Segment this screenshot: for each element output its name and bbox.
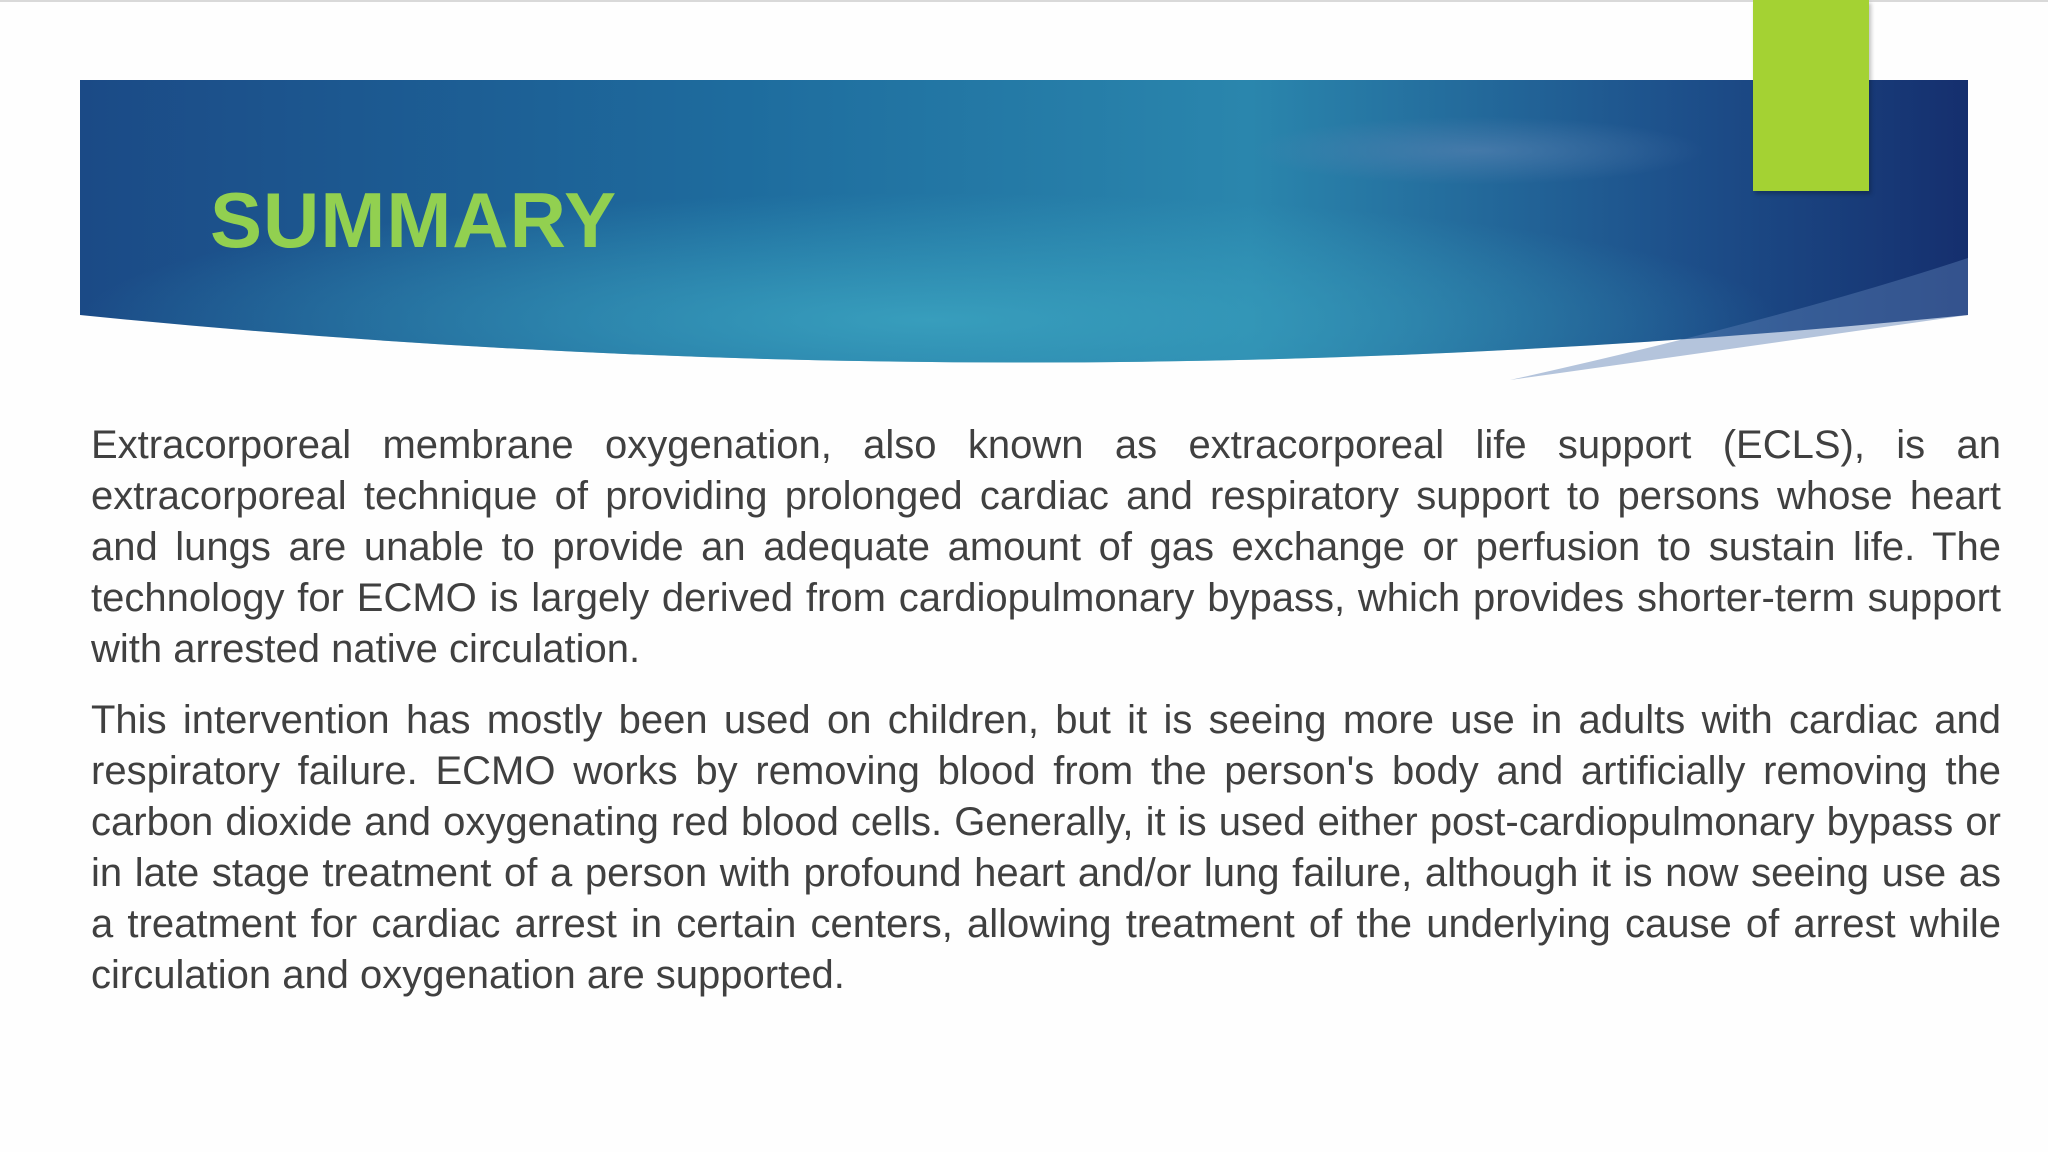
accent-tab — [1753, 0, 1869, 191]
paragraph-ecmo-usage: This intervention has mostly been used on children, but it is seeing more use in adults with cardiac and respiratory failure. ECMO works by removing blood from the person's body and artificially removing the carbon dioxide and oxygenating red blood cells. Generally, it is used either post-cardiopulmonary bypass or in late stage treatment of a person with profound heart and/or lung failure, although it is now seeing use as a treatment for cardiac arrest in certain centers, allowing treatment of the underlying cause of arrest while circulation and oxygenation are supported. — [91, 698, 2001, 997]
top-divider — [0, 0, 2048, 2]
slide-body — [91, 420, 2001, 1021]
paragraph-ecmo-definition: Extracorporeal membrane oxygenation, also known as extracorporeal life support (ECLS), is an extracorporeal technique of providing prolonged cardiac and respiratory support to persons whose heart and lungs are unable to provide an adequate amount of gas exchange or perfusion to sustain life. The technology for ECMO is largely derived from cardiopulmonary bypass, which provides shorter-term support with arrested native circulation. — [91, 423, 2001, 671]
slide-title: SUMMARY — [210, 176, 618, 264]
